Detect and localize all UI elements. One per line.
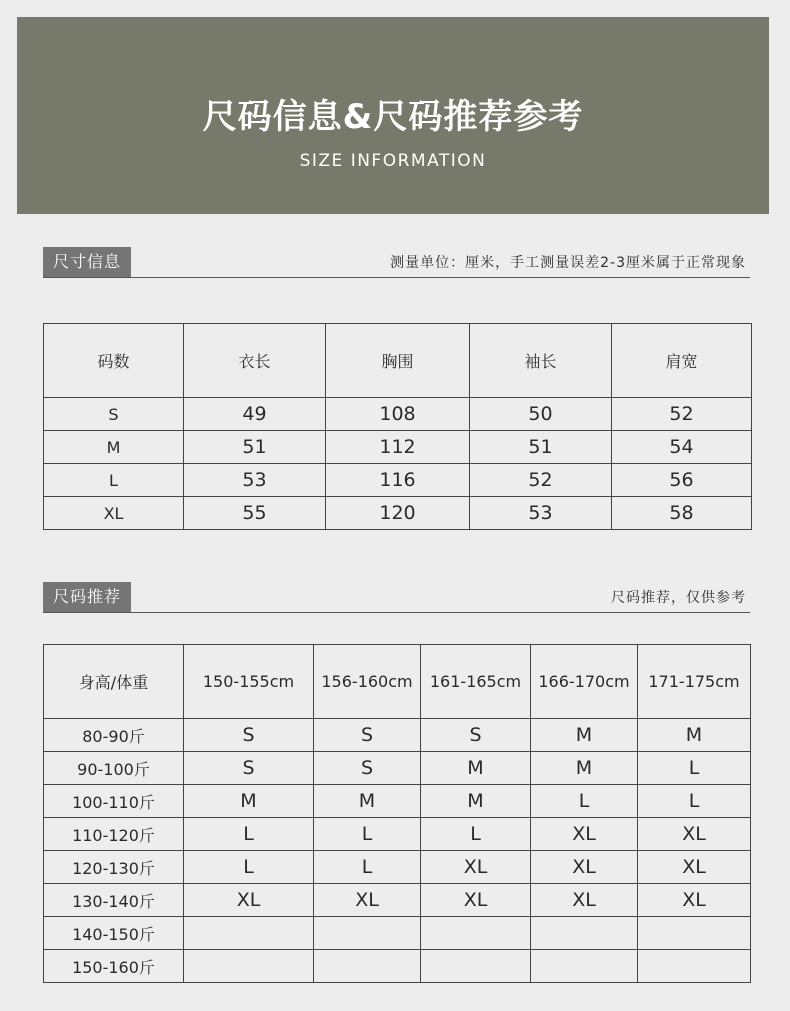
table-cell: XL: [531, 851, 638, 884]
table-row: [44, 398, 752, 431]
table-row: [44, 464, 752, 497]
table-cell: 54: [612, 431, 752, 464]
table-cell: L: [314, 851, 421, 884]
size-info-note: 测量单位：厘米，手工测量误差2-3厘米属于正常现象: [390, 255, 746, 271]
table-cell: [314, 950, 421, 983]
table-cell: [531, 917, 638, 950]
header-cell: 袖长: [470, 324, 612, 398]
weight-cell: 90-100斤: [44, 752, 184, 785]
table-cell: 51: [470, 431, 612, 464]
table-cell: 116: [326, 464, 470, 497]
table-row: [44, 752, 751, 785]
table-cell: XL: [638, 884, 751, 917]
header-cell: 衣长: [184, 324, 326, 398]
table-cell: [314, 917, 421, 950]
table-cell: [421, 917, 531, 950]
table-cell: M: [531, 752, 638, 785]
page-subtitle: SIZE INFORMATION: [299, 151, 487, 171]
table-cell: S: [421, 719, 531, 752]
size-cell: M: [44, 431, 184, 464]
size-info-section-header: [43, 247, 750, 278]
weight-cell: 120-130斤: [44, 851, 184, 884]
table-cell: M: [421, 752, 531, 785]
table-row: [44, 851, 751, 884]
table-cell: XL: [531, 818, 638, 851]
header-cell: 码数: [44, 324, 184, 398]
table-cell: M: [638, 719, 751, 752]
header-cell: 150-155cm: [184, 645, 314, 719]
size-recommend-note: 尺码推荐，仅供参考: [611, 590, 746, 606]
table-cell: 120: [326, 497, 470, 530]
table-cell: 50: [470, 398, 612, 431]
table-cell: [184, 950, 314, 983]
table-cell: XL: [531, 884, 638, 917]
size-recommend-header-row: [44, 645, 751, 719]
table-cell: L: [531, 785, 638, 818]
size-info-header-row: [44, 324, 752, 398]
size-recommend-section-header: [43, 582, 750, 613]
table-cell: 108: [326, 398, 470, 431]
table-cell: S: [314, 752, 421, 785]
size-recommend-tag: 尺码推荐: [43, 582, 131, 612]
table-cell: L: [638, 752, 751, 785]
header-cell: 161-165cm: [421, 645, 531, 719]
table-cell: M: [314, 785, 421, 818]
weight-cell: 150-160斤: [44, 950, 184, 983]
table-cell: L: [421, 818, 531, 851]
table-cell: M: [531, 719, 638, 752]
header-cell: 166-170cm: [531, 645, 638, 719]
size-info-table: [43, 323, 752, 530]
table-row: [44, 818, 751, 851]
table-cell: L: [638, 785, 751, 818]
size-recommend-table: [43, 644, 751, 983]
table-cell: L: [184, 851, 314, 884]
table-cell: [184, 917, 314, 950]
table-row: [44, 785, 751, 818]
size-cell: L: [44, 464, 184, 497]
size-info-tag: 尺寸信息: [43, 247, 131, 277]
table-cell: XL: [421, 851, 531, 884]
table-cell: 56: [612, 464, 752, 497]
table-cell: [638, 950, 751, 983]
table-cell: 112: [326, 431, 470, 464]
weight-cell: 110-120斤: [44, 818, 184, 851]
header-cell: 171-175cm: [638, 645, 751, 719]
size-cell: S: [44, 398, 184, 431]
table-row: [44, 884, 751, 917]
table-row: [44, 431, 752, 464]
table-cell: XL: [638, 818, 751, 851]
weight-cell: 140-150斤: [44, 917, 184, 950]
weight-cell: 100-110斤: [44, 785, 184, 818]
table-row: [44, 950, 751, 983]
table-cell: [638, 917, 751, 950]
table-cell: [421, 950, 531, 983]
header-cell: 156-160cm: [314, 645, 421, 719]
table-cell: S: [314, 719, 421, 752]
weight-cell: 130-140斤: [44, 884, 184, 917]
header-cell: 身高/体重: [44, 645, 184, 719]
header-banner: [17, 17, 769, 214]
table-cell: 51: [184, 431, 326, 464]
weight-cell: 80-90斤: [44, 719, 184, 752]
table-cell: 52: [612, 398, 752, 431]
table-cell: S: [184, 752, 314, 785]
table-row: [44, 497, 752, 530]
table-cell: L: [314, 818, 421, 851]
size-cell: XL: [44, 497, 184, 530]
table-cell: M: [184, 785, 314, 818]
table-cell: XL: [638, 851, 751, 884]
table-cell: XL: [421, 884, 531, 917]
table-cell: M: [421, 785, 531, 818]
header-cell: 胸围: [326, 324, 470, 398]
table-cell: 49: [184, 398, 326, 431]
table-cell: 53: [470, 497, 612, 530]
table-cell: L: [184, 818, 314, 851]
table-row: [44, 917, 751, 950]
table-cell: 52: [470, 464, 612, 497]
table-cell: 58: [612, 497, 752, 530]
table-cell: XL: [184, 884, 314, 917]
table-cell: 53: [184, 464, 326, 497]
table-row: [44, 719, 751, 752]
table-cell: XL: [314, 884, 421, 917]
table-cell: [531, 950, 638, 983]
header-cell: 肩宽: [612, 324, 752, 398]
table-cell: 55: [184, 497, 326, 530]
table-cell: S: [184, 719, 314, 752]
page-title: 尺码信息&尺码推荐参考: [202, 97, 584, 137]
